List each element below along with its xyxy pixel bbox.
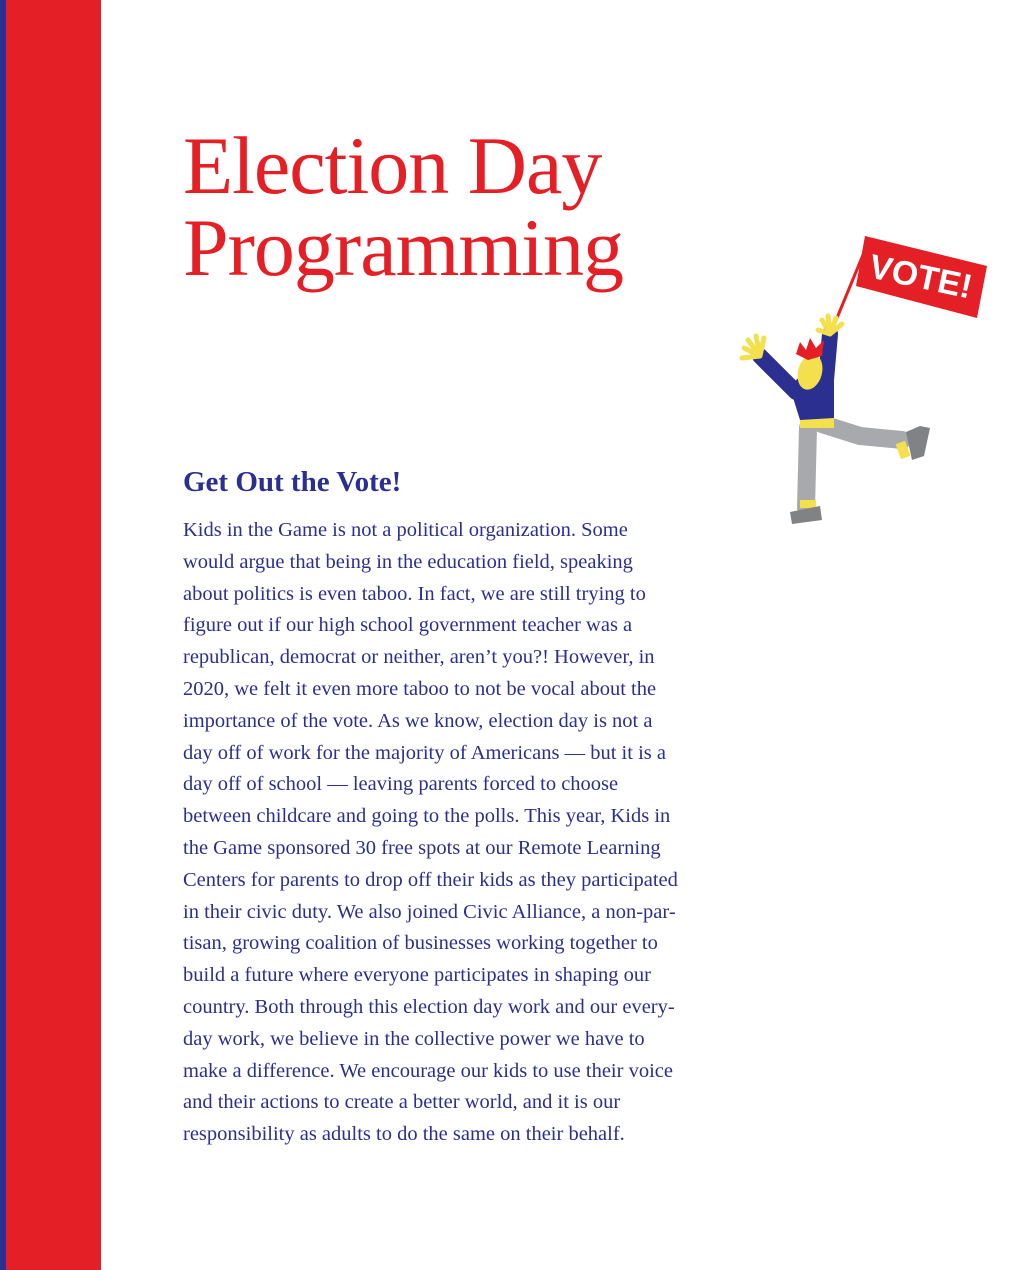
right-arm: [826, 334, 830, 380]
body-line: responsibility as adults to do the same on their behalf.: [183, 1123, 625, 1146]
body-line: day off of school — leaving parents forced to choose: [183, 773, 619, 796]
body-line: Centers for parents to drop off their kids as they participated: [183, 868, 678, 891]
body-line: importance of the vote. As we know, election day is not a: [183, 709, 653, 732]
body-line: republican, democrat or neither, aren’t you?! However, in: [183, 646, 655, 669]
body-line: 2020, we felt it even more taboo to not be vocal about the: [183, 677, 657, 700]
kid-waving-vote-flag-illustration: [730, 230, 1000, 535]
title-line-1: Election Day: [183, 120, 602, 211]
body-line: make a difference. We encourage our kids to use their voice: [183, 1059, 673, 1082]
section-heading: Get Out the Vote!: [183, 466, 402, 498]
body-line: country. Both through this election day work and our every-: [183, 995, 675, 1018]
right-hand: [818, 316, 842, 334]
body-line: about politics is even taboo. In fact, we are still trying to: [183, 582, 646, 605]
left-sock: [800, 500, 816, 508]
body-line: and their actions to create a better world, and it is our: [183, 1091, 621, 1114]
body-line: day off of work for the majority of Americans — but it is a: [183, 741, 666, 764]
body-line: between childcare and going to the polls. This year, Kids in: [183, 805, 671, 828]
title-line-2: Programming: [183, 202, 623, 293]
flag-text: VOTE!: [865, 247, 976, 307]
left-arm: [760, 356, 796, 392]
body-line: the Game sponsored 30 free spots at our Remote Learning: [183, 836, 661, 859]
left-leg: [806, 428, 808, 508]
body-line: tisan, growing coalition of businesses working together to: [183, 932, 658, 955]
left-hand: [742, 336, 764, 358]
crown: [796, 338, 824, 360]
left-red-band: [6, 0, 101, 1270]
body-line: build a future where everyone participates in shaping our: [183, 964, 651, 987]
body-line: Kids in the Game is not a political organization. Some: [183, 519, 628, 541]
body-paragraph: [183, 515, 763, 1151]
page-title: [183, 120, 623, 293]
body-line: in their civic duty. We also joined Civic Alliance, a non-par-: [183, 900, 676, 923]
body-line: figure out if our high school government teacher was a: [183, 614, 633, 637]
body-line: day work, we believe in the collective power we have to: [183, 1027, 645, 1050]
body-line: would argue that being in the education field, speaking: [183, 550, 633, 573]
